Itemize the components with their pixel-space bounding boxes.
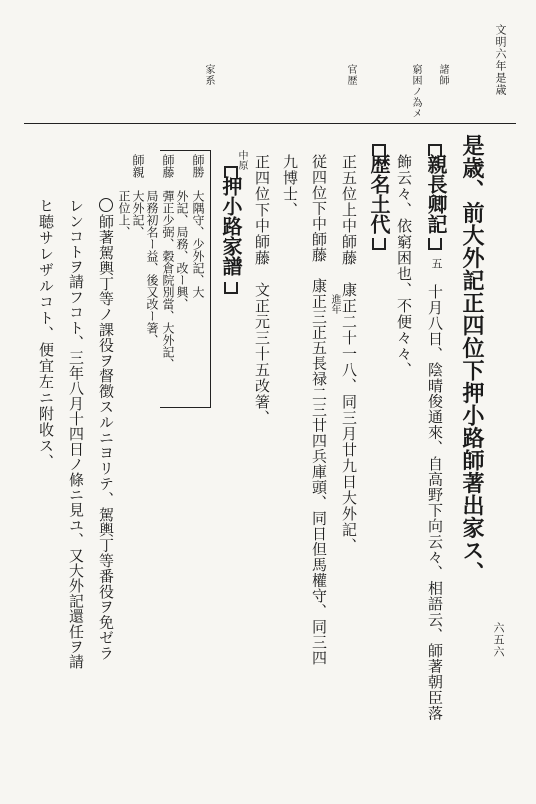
source2-note: 進年	[329, 294, 340, 314]
paragraph-marker-icon	[99, 198, 113, 212]
source3-title-prefix: 中原	[236, 150, 247, 170]
source2-line-3: 九博士、	[281, 154, 299, 218]
header-rule	[24, 123, 516, 124]
source1-volume: 五	[430, 258, 443, 269]
paragraph-line-2: レンコトヲ請フコト、三年八月十四日ノ條ニ見ユ、又大外記還任ヲ請	[67, 198, 85, 670]
page-number: 六五六	[492, 622, 505, 658]
genealogy-line-4: 局務初名ー益、後又改ー箸、	[145, 154, 159, 346]
source1-title: 親長卿記	[424, 154, 448, 234]
source2-title: 歴名土代	[367, 154, 391, 234]
running-title: 文明六年是歳	[494, 24, 507, 96]
source2-bracket-bottom	[372, 238, 386, 250]
genealogy-line-1: 師勝 大隅守、少外記、大	[191, 154, 205, 298]
genealogy-line-3: 師藤 彈正少弼、穀倉院別當、大外記、	[161, 154, 175, 370]
source2-line-1: 正五位上中師藤 康正二十一八、同三月廿九日大外記、	[340, 154, 358, 554]
paragraph-line-3: ヒ聴サレザルコト、便宜左ニ附收ス、	[37, 198, 55, 470]
source2-line-2: 従四位下中師藤 康正三正五長禄二三廿四兵庫頭、同日但馬權守、同三四	[310, 154, 328, 666]
source2-line-4: 正四位下中師藤 文正元三十五改箸、	[253, 154, 271, 426]
genealogy-line-5: 師親 大外記、	[131, 154, 145, 238]
source3-title: 押小路家譜	[219, 176, 243, 276]
paragraph-line-1: 師著駕輿丁等ノ課役ヲ督徴スルニヨリテ、駕輿丁等番役ヲ免ゼラ	[97, 214, 115, 661]
head-label-3: 官歴	[345, 64, 356, 86]
source1-bracket-bottom	[428, 238, 442, 250]
source1-line-1: 十月八日、陰晴俊通來、自高野下向云々、相語云、師著朝臣落	[426, 284, 444, 721]
head-label-2: 窮困ノ為メ	[410, 64, 421, 119]
source3-bracket-bottom	[224, 282, 238, 294]
genealogy-line-2: 外記、局務、改ー興、	[175, 154, 189, 310]
entry-heading: 是歳、前大外記正四位下押小路師著出家ス、	[459, 134, 485, 584]
genealogy-line-6: 正位上、	[117, 154, 131, 238]
head-label-1: 諸師	[437, 64, 448, 86]
head-label-4: 家系	[203, 64, 214, 86]
source1-line-2: 飾云々、依窮困也、不便々々、	[395, 154, 413, 378]
